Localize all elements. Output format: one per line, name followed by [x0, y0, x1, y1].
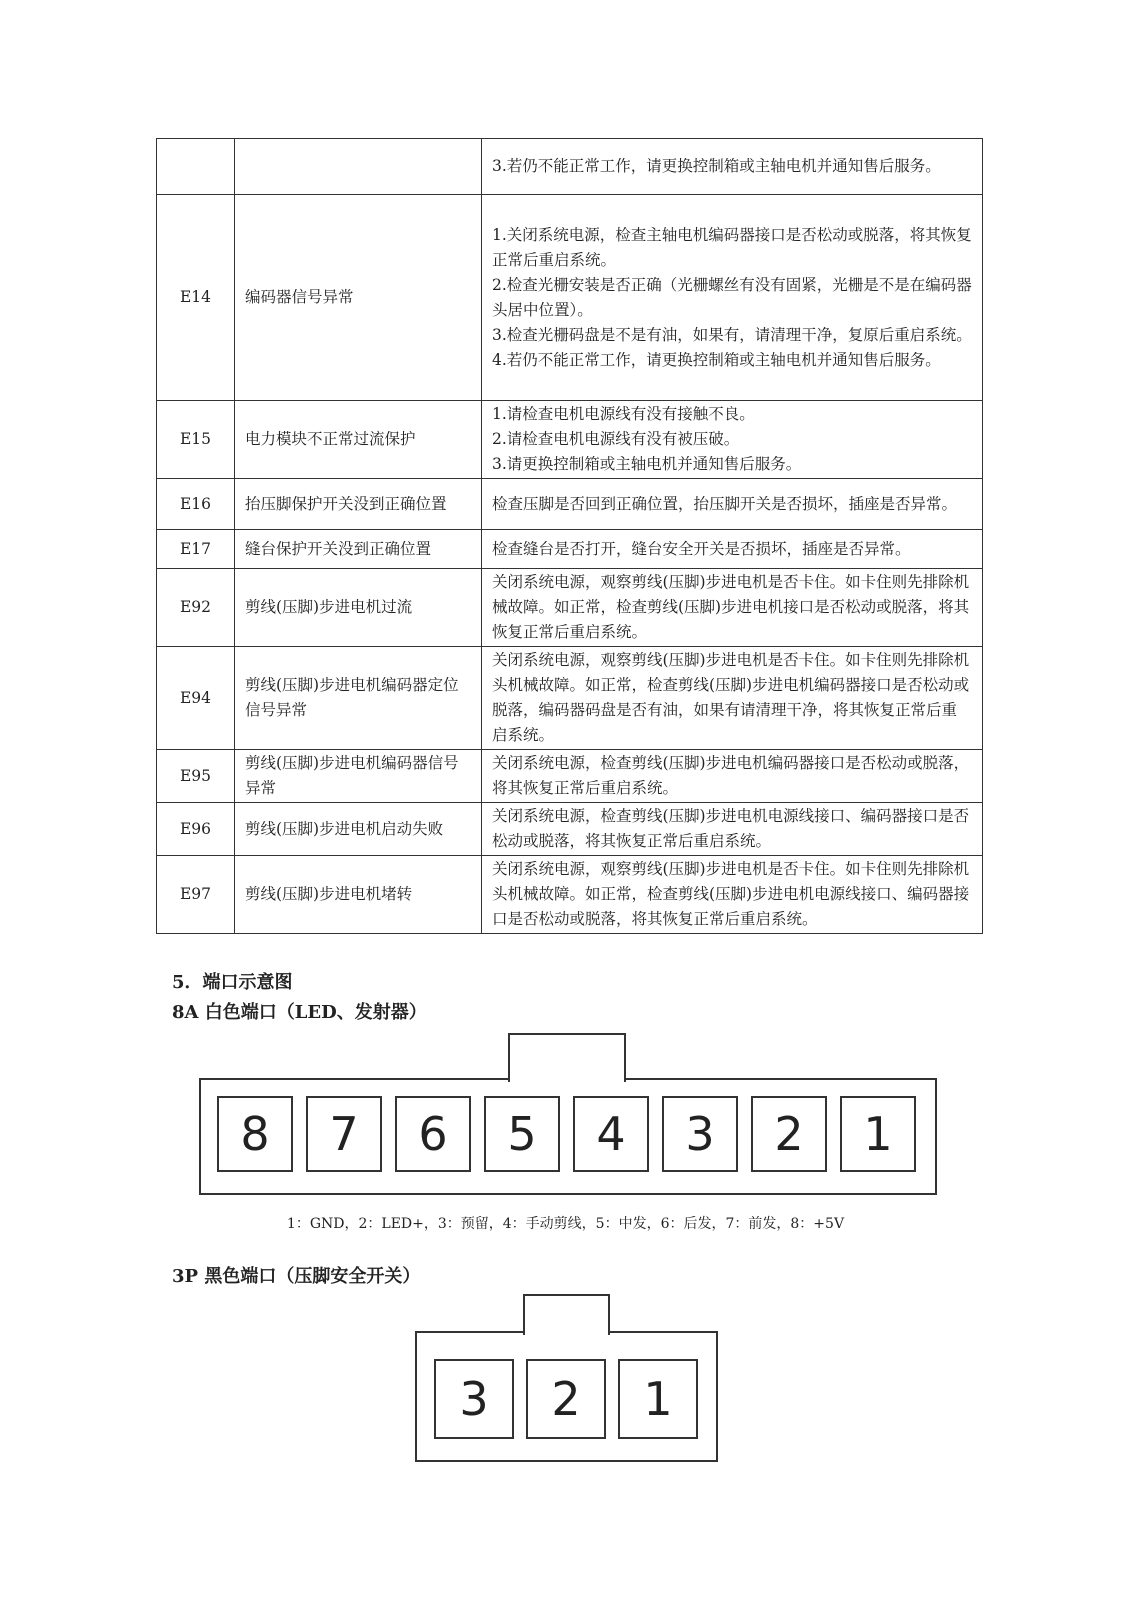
- error-code-cell: E96: [157, 803, 235, 856]
- connector-pin: 1: [840, 1096, 916, 1172]
- solution-step: 3.请更换控制箱或主轴电机并通知售后服务。: [492, 455, 802, 473]
- solution-step: 1.请检查电机电源线有没有接触不良。: [492, 405, 755, 423]
- error-description-cell: 剪线(压脚)步进电机启动失败: [235, 803, 482, 856]
- solution-step: 检查缝台是否打开，缝台安全开关是否损坏，插座是否异常。: [492, 539, 911, 558]
- solution-step: 关闭系统电源，观察剪线(压脚)步进电机是否卡住。如卡住则先排除机头机械故障。如正常，检查剪线(压脚)步进电机电源线接口、编码器接口是否松动或脱落，将其恢复正常后重启系统。: [492, 860, 970, 928]
- error-description-cell: 抬压脚保护开关没到正确位置: [235, 479, 482, 530]
- table-row: [157, 803, 983, 856]
- error-code-cell: [157, 139, 235, 195]
- port8-title: 8A 白色端口（LED、发射器）: [172, 1002, 427, 1023]
- solution-step: 1.关闭系统电源，检查主轴电机编码器接口是否松动或脱落，将其恢复正常后重启系统。: [492, 225, 972, 269]
- table-row: [157, 401, 983, 479]
- error-description-cell: 剪线(压脚)步进电机过流: [235, 569, 482, 647]
- table-row: [157, 139, 983, 195]
- connector-pin: 4: [573, 1096, 649, 1172]
- error-code-cell: E97: [157, 856, 235, 934]
- connector-pin: 5: [484, 1096, 560, 1172]
- error-code-cell: E92: [157, 569, 235, 647]
- connector-pin: 2: [526, 1359, 606, 1439]
- solution-step: 关闭系统电源，检查剪线(压脚)步进电机编码器接口是否松动或脱落，将其恢复正常后重启系统。: [492, 754, 970, 797]
- error-description-cell: 编码器信号异常: [235, 195, 482, 401]
- error-solution-cell: [482, 401, 983, 479]
- solution-step: 关闭系统电源，检查剪线(压脚)步进电机电源线接口、编码器接口是否松动或脱落，将其恢复正常后重启系统。: [492, 807, 970, 850]
- error-solution-cell: [482, 530, 983, 569]
- solution-step: 关闭系统电源，观察剪线(压脚)步进电机是否卡住。如卡住则先排除机头机械故障。如正常，检查剪线(压脚)步进电机编码器接口是否松动或脱落，编码器码盘是否有油，如果有请清理干净，将其恢复正常后重启系统。: [492, 651, 970, 744]
- error-description-cell: [235, 139, 482, 195]
- connector-pin: 8: [217, 1096, 293, 1172]
- error-solution-cell: [482, 647, 983, 750]
- port8-pin-caption: 1：GND，2：LED+，3：预留，4：手动剪线，5：中发，6：后发，7：前发，8：+5V: [286, 1216, 845, 1232]
- connector-pin: 1: [618, 1359, 698, 1439]
- table-row: [157, 195, 983, 401]
- error-code-table: [156, 138, 983, 934]
- error-solution-cell: [482, 479, 983, 530]
- error-solution-cell: [482, 750, 983, 803]
- table-row: [157, 569, 983, 647]
- error-code-cell: E15: [157, 401, 235, 479]
- solution-step: 2.请检查电机电源线有没有被压破。: [492, 430, 740, 448]
- section-title: 5．端口示意图: [172, 972, 293, 993]
- error-code-cell: E17: [157, 530, 235, 569]
- connector-pin: 3: [434, 1359, 514, 1439]
- port3-title: 3P 黑色端口（压脚安全开关）: [172, 1266, 421, 1287]
- connector-pin: 6: [395, 1096, 471, 1172]
- error-code-cell: E16: [157, 479, 235, 530]
- error-code-cell: E94: [157, 647, 235, 750]
- error-solution-cell: [482, 569, 983, 647]
- error-solution-cell: [482, 803, 983, 856]
- connector-pin: 3: [662, 1096, 738, 1172]
- error-description-cell: 剪线(压脚)步进电机编码器定位信号异常: [235, 647, 482, 750]
- table-row: [157, 750, 983, 803]
- table-row: [157, 479, 983, 530]
- error-solution-cell: [482, 139, 983, 195]
- error-code-cell: E95: [157, 750, 235, 803]
- error-description-cell: 缝台保护开关没到正确位置: [235, 530, 482, 569]
- table-row: [157, 647, 983, 750]
- error-solution-cell: [482, 856, 983, 934]
- solution-step: 2.检查光栅安装是否正确（光栅螺丝有没有固紧，光栅是不是在编码器头居中位置）。: [492, 275, 972, 319]
- solution-step: 3.检查光栅码盘是不是有油，如果有，请清理干净，复原后重启系统。: [492, 325, 972, 344]
- table-row: [157, 856, 983, 934]
- table-row: [157, 530, 983, 569]
- error-description-cell: 剪线(压脚)步进电机编码器信号异常: [235, 750, 482, 803]
- error-code-cell: E14: [157, 195, 235, 401]
- solution-step: 关闭系统电源，观察剪线(压脚)步进电机是否卡住。如卡住则先排除机械故障。如正常，检查剪线(压脚)步进电机接口是否松动或脱落，将其恢复正常后重启系统。: [492, 573, 970, 641]
- solution-step: 3.若仍不能正常工作，请更换控制箱或主轴电机并通知售后服务。: [492, 157, 941, 175]
- solution-step: 检查压脚是否回到正确位置，抬压脚开关是否损坏，插座是否异常。: [492, 494, 958, 513]
- error-solution-cell: [482, 195, 983, 401]
- error-description-cell: 剪线(压脚)步进电机堵转: [235, 856, 482, 934]
- solution-step: 4.若仍不能正常工作，请更换控制箱或主轴电机并通知售后服务。: [492, 350, 941, 369]
- connector-pin: 2: [751, 1096, 827, 1172]
- error-description-cell: 电力模块不正常过流保护: [235, 401, 482, 479]
- connector-pin: 7: [306, 1096, 382, 1172]
